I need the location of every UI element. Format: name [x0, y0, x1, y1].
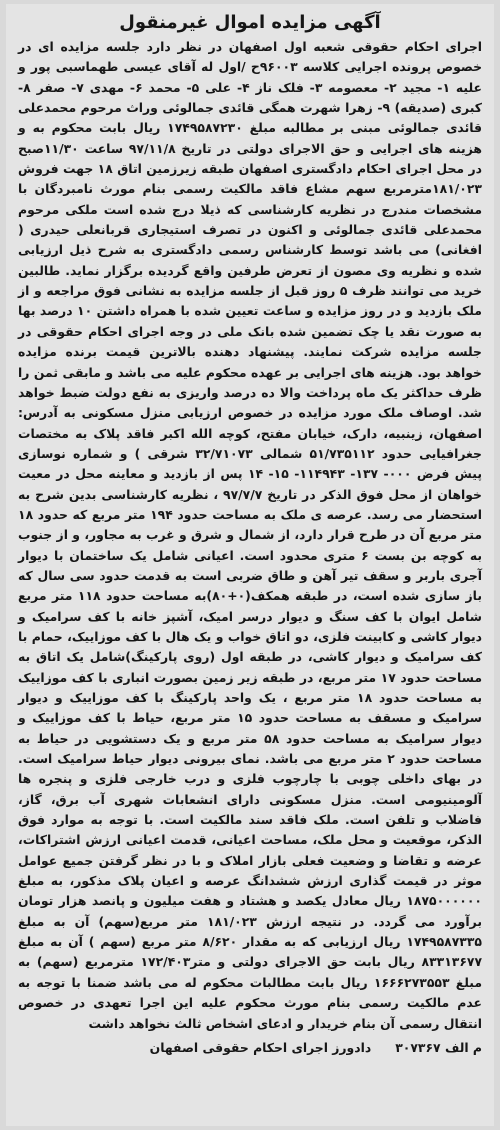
notice-body [18, 37, 482, 1034]
notice-title: آگهی مزایده اموال غیرمنقول [119, 12, 381, 33]
notice-signature: دادورز اجرای احکام حقوقی اصفهان [149, 1039, 372, 1055]
notice-code: م الف ۳۰۷۳۶۷ [395, 1039, 482, 1055]
notice-footer [18, 1040, 482, 1055]
auction-notice [6, 4, 494, 1126]
notice-paragraph: اجرای احکام حقوقی شعبه اول اصفهان در نظر دارد جلسه مزایده ای در خصوص پرونده اجرایی کلاسه ۹۶۰۰۳ح /اول له آقای عیسی طهماسبی پور و علیه ۱- مجید ۲- معصومه ۳- فلک ناز ۴- علی ۵- محمد ۶- مهدی ۷- صفر ۸- کبری (صدیقه) ۹- زهرا شهرت همگی قائدی جمالوئی وراث مرحوم محمدعلی قائدی جمالوئی مبنی بر مطالبه مبلغ ۱۷۴۹۵۸۷۲۳۰ ریال بابت محکوم به و هزینه های اجرایی و حق الاجرای دولتی در تاریخ ۹۷/۱۱/۸ ساعت ۱۱/۳۰صبح در محل اجرای احکام دادگستری اصفهان طبقه زیرزمین اتاق ۱۸ جهت فروش ۱۸۱/۰۲۳مترمربع سهم مشاع فاقد مالکیت رسمی بنام مورث نامبردگان با مشخصات مندرج در نظریه کارشناسی که ذیلا درج شده است ملکی مرحوم محمدعلی قائدی جمالوئی و اکنون در تصرف استیجاری قربانعلی حیدری ( افغانی) می باشد توسط کارشناس رسمی دادگستری به شرح ذیل ارزیابی شده و نظریه وی مصون از تعرض طرفین واقع گردیده برگزار نماید. طالبین خرید می توانند ظرف ۵ روز قبل از جلسه مزایده به نشانی فوق مراجعه و از ملک بازدید و در روز مزایده و ساعت تعیین شده با همراه داشتن ۱۰ درصد بها به صورت نقد یا چک تضمین شده بانک ملی در وجه اجرای احکام حقوقی در جلسه مزایده شرکت نمایند. پیشنهاد دهنده بالاترین قیمت برنده مزایده خواهد بود. هزینه های اجرایی بر عهده محکوم علیه می باشد و مابقی ثمن را ظرف حداکثر یک ماه پرداخت والا ده درصد واریزی به نفع دولت ضبط خواهد شد. اوصاف ملک مورد مزایده در خصوص ارزیابی منزل مسکونی به آدرس: اصفهان، زینبیه، دارک، خیابان مفتح، کوچه الله اکبر فاقد پلاک به مختصات جغرافیایی حدود ۵۱/۷۳۵۱۱۲ شمالی ۳۲/۷۱۰۷۳ شرقی ) و شماره نوسازی پیش فرض ۰۰۰- ۱۳۷- ۱۱۴۹۴۳- ۱۵- ۱۴ پس از بازدید و معاینه محل در معیت خواهان از محل فوق الذکر در تاریخ ۹۷/۷/۷ ، نظریه کارشناسی بدین شرح به استحضار می رسد. عرصه ی ملک به مساحت حدود ۱۹۴ متر مربع که حدود ۱۸ متر مربع آن در طرح قرار دارد، از شمال و شرق و غرب به مجاور، و از جنوب به کوچه بن بست ۶ متری محدود است. اعیانی شامل یک ساختمان با دیوار آجری باربر و سقف تیر آهن و طاق ضربی است به قدمت حدود سی سال که باز سازی شده است، در طبقه همکف(۰+۸۰)به مساحت حدود ۱۱۸ متر مربع شامل ایوان با کف سنگ و دیوار درسر امیک، آشپز خانه با کف سرامیک و دیوار کاشی و کابینت فلزی، دو اتاق خواب و یک هال با کف موزاییک، حمام با کف سرامیک و دیوار کاشی، در طبقه اول (روی پارکینگ)شامل یک اتاق به مساحت حدود ۱۷ متر مربع، در طبقه زیر زمین بصورت انباری با کف موزاییک به مساحت حدود ۱۸ متر مربع ، یک واحد پارکینگ با کف موزاییک و دیوار سرامیک و مسقف به مساحت حدود ۱۵ متر مربع، حیاط با کف موزاییک و دیوار سرامیک به مساحت حدود ۵۸ متر مربع و یک دستشویی در حیاط به مساحت حدود ۲ متر مربع می باشد. نمای بیرونی دیوار حیاط سرامیک است. در بهای داخلی چوبی با چارچوب فلزی و درب خارجی فلزی و پنجره ها آلومینیومی است. منزل مسکونی دارای انشعابات شهری آب برق، گاز، فاضلاب و تلفن است. ملک فاقد سند مالکیت است. با توجه به موارد فوق الذکر، موقعیت و محل ملک، مساحت اعیانی، قدمت اعیانی ارزش اشتراکات، عرضه و تقاضا و وضعیت فعلی بازار املاک و با در نظر گرفتن جمیع عوامل موثر در قیمت گذاری ارزش ششدانگ عرصه و اعیان پلاک مذکور، به مبلغ ۱۸۷۵۰۰۰۰۰۰ ریال معادل یکصد و هشتاد و هفت میلیون و پانصد هزار تومان برآورد می گردد. در نتیجه ارزش ۱۸۱/۰۲۳ متر مربع(سهم) آن به مبلغ ۱۷۴۹۵۸۷۳۳۵ ریال ارزیابی که به مقدار ۸/۶۲۰ متر مربع (سهم ) آن به مبلغ ۸۳۳۱۳۶۷۷ ریال بابت حق الاجرای دولتی و متر۱۷۲/۴۰۳ مترمربع (سهم) به مبلغ ۱۶۶۶۲۷۳۵۵۳ ریال بابت مطالبات محکوم له می باشد ضمنا با توجه به عدم مالکیت رسمی بنام مورث محکوم علیه این اجرا تعهدی در خصوص انتقال رسمی آن بنام خریدار و ادعای اشخاص ثالث نخواهد داشت [18, 39, 483, 1031]
